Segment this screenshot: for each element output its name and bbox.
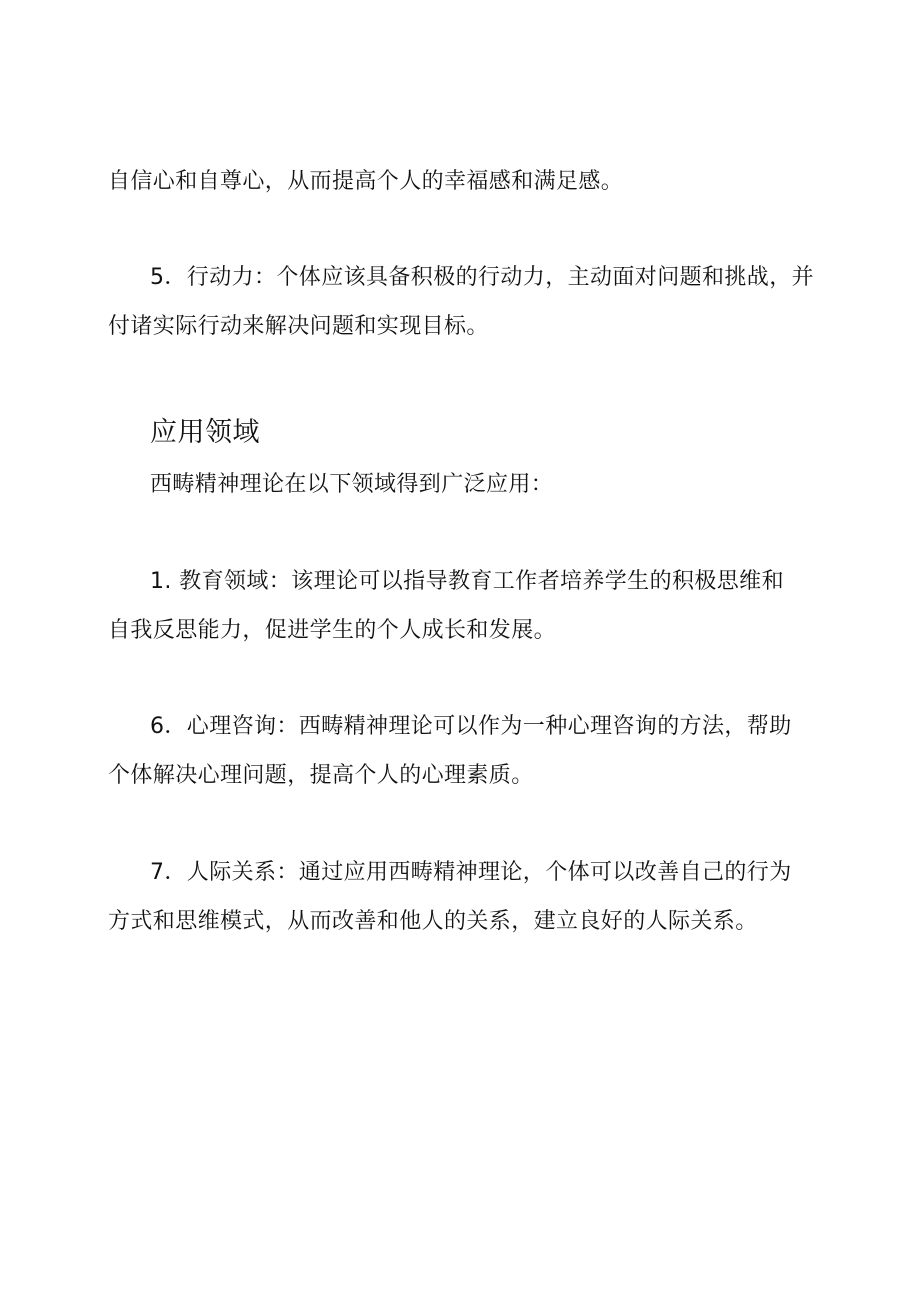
section-heading: 应用领域 — [150, 417, 260, 448]
section-intro: 西畴精神理论在以下领域得到广泛应用： — [150, 472, 554, 497]
list-item-education-line-2: 自我反思能力，促进学生的个人成长和发展。 — [108, 618, 557, 643]
list-item-action-line-2: 付诸实际行动来解决问题和实现目标。 — [108, 314, 489, 339]
list-item-relationships-line-1: 7．人际关系：通过应用西畴精神理论，个体可以改善自己的行为 — [150, 860, 792, 885]
list-item-education-line-1: 1. 教育领域：该理论可以指导教育工作者培养学生的积极思维和 — [150, 569, 784, 594]
list-item-counseling-line-1: 6．心理咨询：西畴精神理论可以作为一种心理咨询的方法，帮助 — [150, 714, 792, 739]
list-item-counseling-line-2: 个体解决心理问题，提高个人的心理素质。 — [108, 763, 534, 788]
paragraph-continuation-line: 自信心和自尊心，从而提高个人的幸福感和满足感。 — [108, 169, 624, 194]
list-item-action-line-1: 5．行动力：个体应该具备积极的行动力，主动面对问题和挑战，并 — [150, 265, 814, 290]
list-item-relationships-line-2: 方式和思维模式，从而改善和他人的关系，建立良好的人际关系。 — [108, 909, 758, 934]
